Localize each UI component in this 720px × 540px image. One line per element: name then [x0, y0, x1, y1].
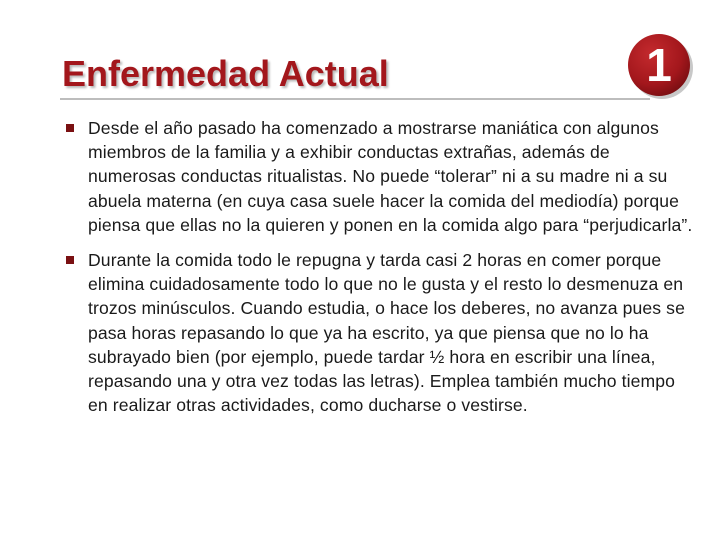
bullet-item — [66, 116, 696, 237]
square-bullet-icon — [66, 124, 74, 132]
bullet-text: Desde el año pasado ha comenzado a mostrarse maniática con algunos miembros de la familia y a exhibir conductas extrañas, además de numerosas conductas ritualistas. No puede “tolerar” ni a su madre ni a su abuela materna (en cuya casa suele hacer la comida del mediodía) porque piensa que ellas no la quieren y ponen en la comida algo para “perjudicarla”. — [88, 118, 693, 235]
number-one-badge-icon — [624, 30, 696, 102]
slide-number: 1 — [646, 39, 672, 91]
square-bullet-icon — [66, 256, 74, 264]
slide-body — [66, 116, 696, 428]
bullet-item — [66, 248, 696, 417]
bullet-text: Durante la comida todo le repugna y tarda casi 2 horas en comer porque elimina cuidadosamente todo lo que no le gusta y el resto lo desmenuza en trozos minúsculos. Cuando estudia, o hace los deberes, no avanza pues se pasa horas repasando lo que ya ha escrito, ya que piensa que no lo ha subrayado bien (por ejemplo, puede tardar ½ hora en escribir una línea, repasando una y otra vez todas las letras). Emplea también mucho tiempo en realizar otras actividades, como ducharse o vestirse. — [88, 250, 685, 416]
title-divider — [60, 98, 650, 100]
slide-number-badge — [624, 30, 696, 102]
slide-title: Enfermedad Actual — [62, 53, 389, 94]
